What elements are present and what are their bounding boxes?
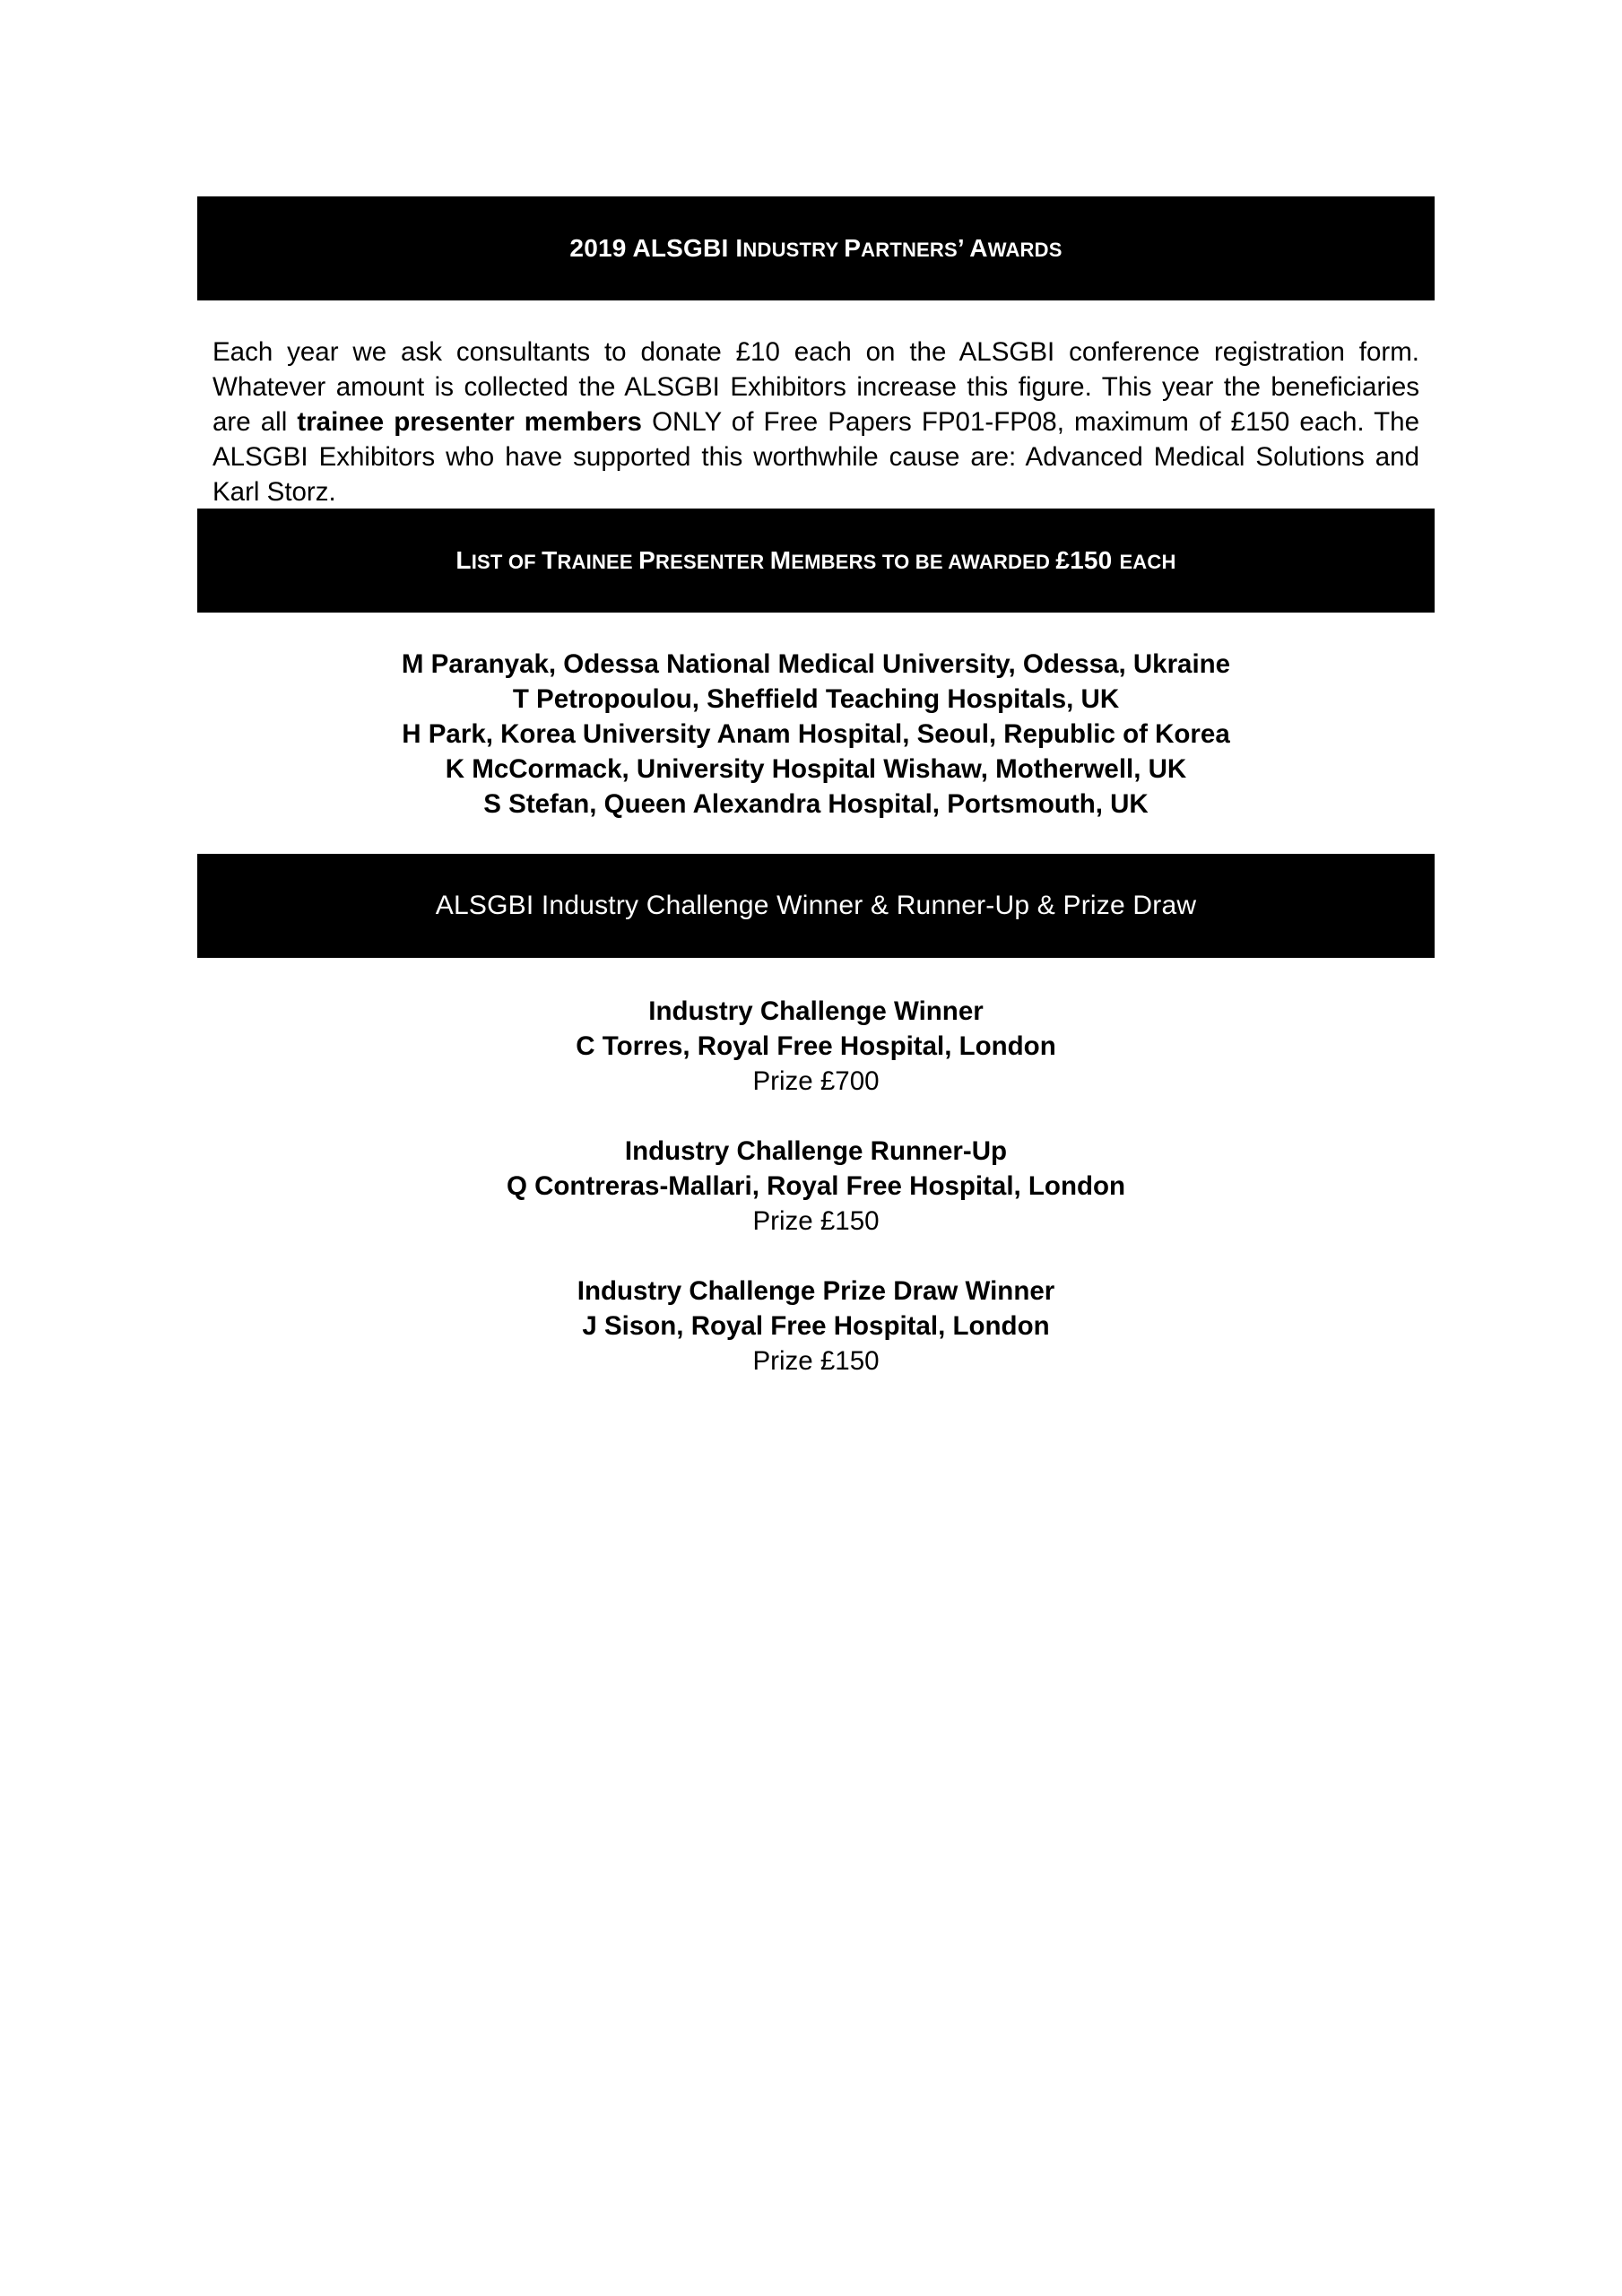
header-part: WARDS: [987, 239, 1063, 261]
header-part: M: [769, 546, 792, 574]
header-part: EACH: [1119, 551, 1176, 573]
header-part: L: [455, 546, 472, 574]
award-recipient: C Torres, Royal Free Hospital, London: [576, 1031, 1056, 1061]
header-part: IST OF: [471, 551, 542, 573]
award-title: Industry Challenge Winner: [648, 996, 984, 1026]
header-part: T: [542, 546, 558, 574]
header-part: EMBERS TO BE AWARDED: [791, 551, 1056, 573]
header-part: P: [844, 234, 862, 262]
award-runner-up: [197, 1134, 1435, 1239]
list-item: H Park, Korea University Anam Hospital, Seoul, Republic of Korea: [402, 719, 1230, 749]
intro-text-start: Each year we ask consultants to donate £10 each on the ALSGBI conference registration form. Whatever amount is collected the ALSGBI Exhibitors increase this figure. This year the beneficiaries are all: [213, 337, 1419, 437]
section-header-trainee-list: [197, 509, 1435, 613]
award-prize: Prize £150: [752, 1346, 880, 1376]
intro-bold-text: trainee presenter members: [297, 407, 642, 437]
award-recipient: Q Contreras-Mallari, Royal Free Hospital, London: [506, 1171, 1126, 1201]
header-part: ARTNERS: [861, 239, 958, 261]
award-recipient: J Sison, Royal Free Hospital, London: [582, 1311, 1050, 1341]
list-item: S Stefan, Queen Alexandra Hospital, Portsmouth, UK: [483, 789, 1149, 819]
header-part: £150: [1055, 546, 1120, 574]
section-header-industry-challenge: [197, 854, 1435, 958]
intro-text-end: ONLY of Free Papers FP01-FP08, maximum of £150 each. The ALSGBI Exhibitors who have supported this worthwhile cause are: Advanced Medical Solutions and Karl Storz.: [213, 407, 1419, 507]
award-prize: Prize £700: [752, 1066, 880, 1096]
header-part: RAINEE: [557, 551, 639, 573]
trainee-member-list: [197, 647, 1435, 822]
header-part: NDUSTRY: [742, 239, 845, 261]
award-prize: Prize £150: [752, 1206, 880, 1236]
section-header-title: ALSGBI Industry Challenge Winner & Runner-Up & Prize Draw: [435, 891, 1197, 920]
award-winner: [197, 994, 1435, 1099]
header-part: P: [638, 546, 655, 574]
list-item: M Paranyak, Odessa National Medical University, Odessa, Ukraine: [401, 649, 1231, 679]
header-part: A: [969, 234, 988, 262]
award-title: Industry Challenge Runner-Up: [624, 1136, 1008, 1166]
section-header-industry-partners-awards: [197, 196, 1435, 300]
list-item: T Petropoulou, Sheffield Teaching Hospitals, UK: [512, 684, 1120, 714]
section-header-title: [455, 546, 1175, 575]
header-part: RESENTER: [655, 551, 770, 573]
award-title: Industry Challenge Prize Draw Winner: [577, 1276, 1055, 1306]
intro-paragraph: [213, 335, 1419, 509]
award-prize-draw: [197, 1274, 1435, 1378]
header-part: I: [735, 234, 743, 262]
header-part: 2019 ALSGBI: [569, 234, 736, 262]
header-part: ’: [957, 234, 970, 262]
list-item: K McCormack, University Hospital Wishaw, Motherwell, UK: [445, 754, 1187, 784]
industry-challenge-awards: [197, 994, 1435, 1413]
section-header-title: [569, 234, 1062, 263]
